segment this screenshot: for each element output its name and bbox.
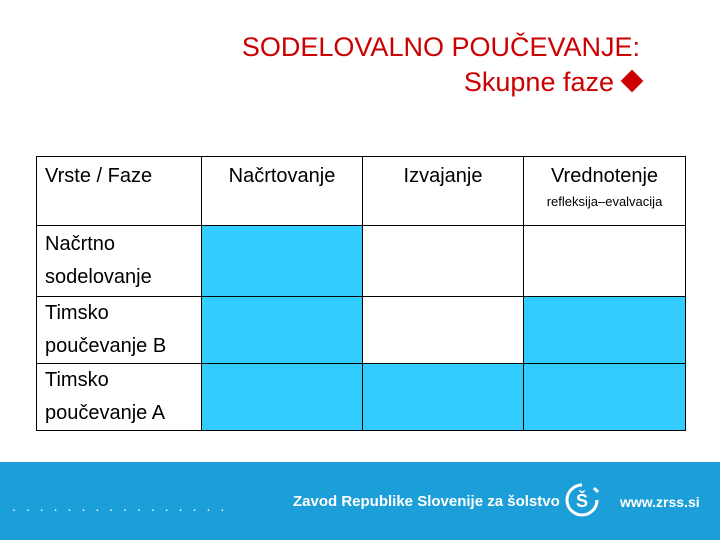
table-row (37, 364, 686, 431)
organization-name: Zavod Republike Slovenije za šolstvo (293, 493, 560, 510)
row-label-line: poučevanje A (45, 402, 166, 424)
header-planning-label: Načrtovanje (228, 165, 336, 187)
cell-execution (363, 297, 524, 364)
footer-bar (0, 462, 720, 540)
header-cell-execution (363, 157, 524, 226)
cell-evaluation-highlighted (524, 364, 686, 431)
header-types-label: Vrste / Faze (45, 165, 153, 187)
row-label (37, 297, 202, 364)
slide-title (242, 30, 640, 100)
cell-planning-highlighted (202, 297, 363, 364)
diamond-bullet-icon (621, 70, 644, 93)
table-header-row (37, 157, 686, 226)
cell-planning-highlighted (202, 226, 363, 297)
cell-evaluation-highlighted (524, 297, 686, 364)
title-line-1: SODELOVALNO POUČEVANJE: (241, 32, 640, 62)
row-label-line: Timsko (45, 302, 109, 324)
row-label-line: sodelovanje (45, 266, 152, 288)
row-label (37, 364, 202, 431)
title-line-2 (242, 65, 640, 100)
logo-letter: Š (575, 491, 589, 511)
row-label-line: Načrtno (45, 233, 116, 255)
title-line-2-text: Skupne faze (463, 67, 614, 97)
header-cell-types (37, 157, 202, 226)
cell-planning-highlighted (202, 364, 363, 431)
cell-evaluation (524, 226, 686, 297)
phases-table (36, 156, 686, 431)
row-label-line: Timsko (45, 369, 109, 391)
header-evaluation-label: Vrednotenje (550, 165, 659, 187)
row-label (37, 226, 202, 297)
website-link[interactable]: www.zrss.si (620, 494, 700, 510)
header-cell-planning (202, 157, 363, 226)
zrss-logo-icon (564, 482, 600, 518)
header-evaluation-sub: refleksija–evalvacija (546, 194, 663, 209)
cell-execution (363, 226, 524, 297)
table-row (37, 226, 686, 297)
header-execution-label: Izvajanje (403, 165, 483, 187)
table-row (37, 297, 686, 364)
header-cell-evaluation (524, 157, 686, 226)
footer-dots: ................ (12, 498, 235, 514)
row-label-line: poučevanje B (45, 335, 167, 357)
cell-execution-highlighted (363, 364, 524, 431)
